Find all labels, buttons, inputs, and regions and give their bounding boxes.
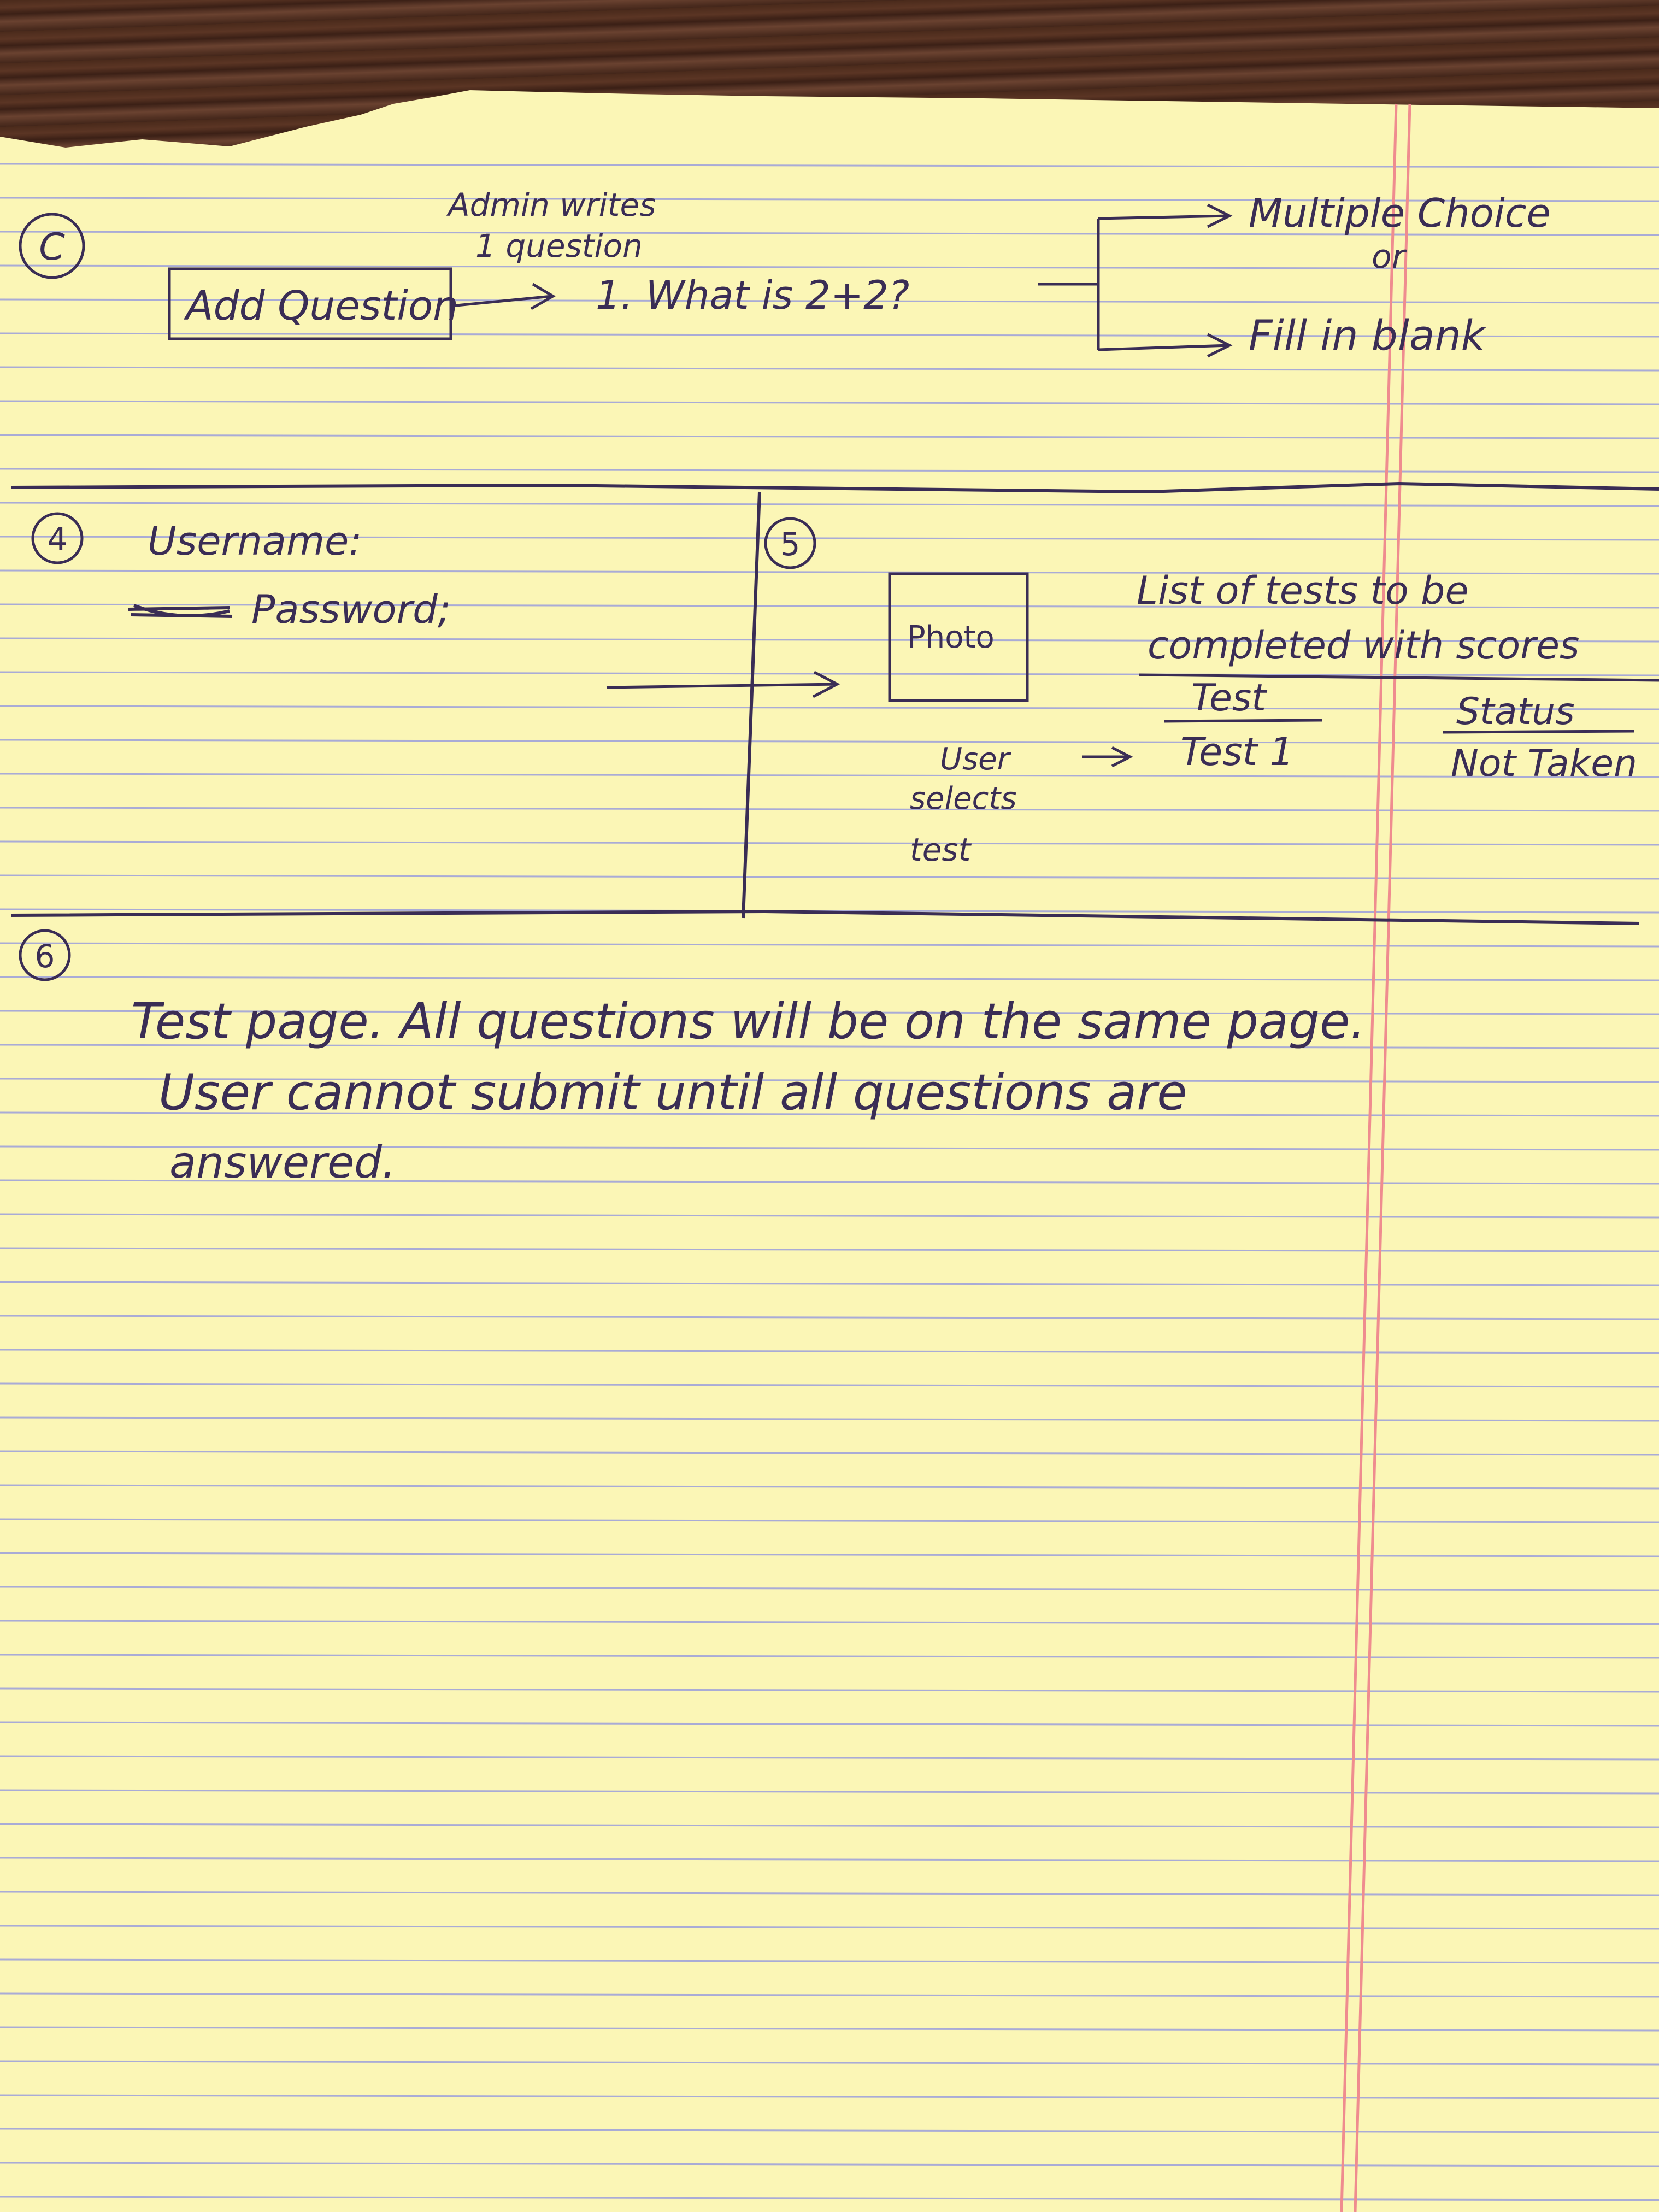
row-test-value: Test 1	[1180, 730, 1294, 774]
row-status-value: Not Taken	[1451, 742, 1638, 785]
user-note-line1: User	[940, 742, 1010, 777]
admin-note-line1: Admin writes	[448, 186, 656, 223]
add-question-label: Add Question	[186, 283, 459, 330]
column-test-header: Test	[1191, 676, 1267, 720]
choice-or: or	[1372, 238, 1405, 276]
section-6-line3: answered.	[169, 1137, 396, 1188]
list-heading-line2: completed with scores	[1148, 623, 1580, 668]
section-4-label: 4	[47, 521, 68, 558]
choice-multiple: Multiple Choice	[1249, 190, 1551, 236]
list-heading-line1: List of tests to be	[1137, 568, 1469, 613]
section-c-label: C	[39, 226, 65, 269]
column-status-header: Status	[1456, 690, 1575, 733]
section-5-label: 5	[780, 526, 801, 563]
question-text: 1. What is 2+2?	[596, 272, 910, 318]
user-note-line2: selects	[910, 781, 1017, 816]
section-6-line2: User cannot submit until all questions are	[158, 1064, 1187, 1121]
admin-note-line2: 1 question	[475, 227, 643, 264]
photo-label: Photo	[907, 620, 995, 655]
section-6-label: 6	[34, 938, 55, 975]
choice-fill: Fill in blank	[1249, 311, 1485, 360]
user-note-line3: test	[910, 831, 971, 868]
password-label: Password;	[251, 586, 451, 632]
section-6-line1: Test page. All questions will be on the same page.	[131, 993, 1366, 1050]
username-label: Username:	[148, 518, 362, 564]
test-column-underline	[1164, 720, 1322, 721]
